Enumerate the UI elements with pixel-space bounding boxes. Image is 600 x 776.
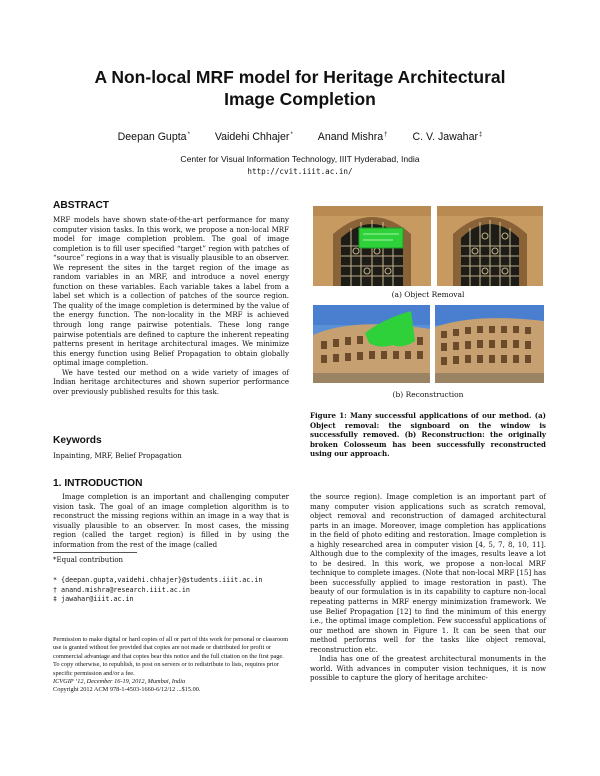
intro-paragraph: India has one of the greatest architectural monuments in the world. With advances in computer vision techniques, it is now possible to capture the glory of heritage architec- (310, 654, 546, 683)
email-mishra: † anand.mishra@research.iiit.ac.in (53, 585, 190, 594)
permission-text: Permission to make digital or hard copies of all or part of this work for personal or classroom use is granted without fee provided that copies are not made or distributed for profit or commercial advantage and that copies bear this notice and the full citation on the first page. To copy otherwise, to republish, to post on servers or to redistribute to lists, requires prior specific permission and/or a fee. (53, 636, 289, 677)
figure-image-reconstruction-input (313, 305, 430, 383)
footnote-rule (53, 552, 137, 553)
keywords-heading: Keywords (53, 435, 102, 446)
email-jawahar: ‡ jawahar@iiit.ac.in (53, 595, 134, 604)
author: Deepan Gupta* (117, 131, 190, 143)
figure-image-object-removal-output (437, 206, 543, 286)
keywords-text: Inpainting, MRF, Belief Propagation (53, 451, 182, 460)
abstract-body (53, 215, 289, 396)
introduction-body (53, 492, 289, 549)
introduction-body-continued (310, 492, 546, 683)
title-line-2: Image Completion (224, 89, 376, 109)
figure-caption: Figure 1: Many successful applications of our method. (a) Object removal: the signboard on the window is successfully removed. (b) Reconstruction: the originally broken Colosseum has been successfully reconstructed using our approach. (310, 411, 546, 459)
footnote-equal-contribution: *Equal contribution (53, 556, 124, 564)
abstract-paragraph: We have tested our method on a wide variety of images of Indian heritage architectures and shown superior performance over previously published results for this task. (53, 367, 289, 396)
author-list (40, 131, 560, 143)
affiliation: Center for Visual Information Technology, IIIT Hyderabad, India (180, 154, 420, 164)
permission-notice (53, 636, 289, 695)
affiliation-url[interactable]: http://cvit.iiit.ac.in/ (247, 167, 353, 176)
email-students: * {deepan.gupta,vaidehi.chhajer}@students.iiit.ac.in (53, 576, 263, 584)
figure-label-a: (a) Object Removal (391, 290, 465, 299)
intro-paragraph: Image completion is an important and challenging computer vision task. The goal of an image completion algorithm is to reconstruct the missing regions within an image in a way that is visually plausible to an observer. In most cases, the missing region (called the target region) is filled in by using the information from the rest of the image (called (53, 492, 289, 549)
figure-image-reconstruction-output (435, 305, 544, 383)
abstract-heading: ABSTRACT (53, 200, 110, 211)
abstract-paragraph: MRF models have shown state-of-the-art performance for many computer vision tasks. In this work, we propose a non-local MRF model for image completion problem. The goal of image completion is to fill user specified “target” region with patches of “source” regions in a way that is visually plausible to an observer. We represent the sites in the target region of the image as random variables in an MRF, and introduce a novel energy function on these variables. Each variable takes a label from a label set which is a collection of patches of the source region. The quality of the image completion is determined by the value of the energy function. The non-locality in the MRF is achieved through long range pairwise potentials. These long range pairwise potentials are defined to capture the inherent repeating patterns present in heritage architectural images. We minimize this energy function using Belief Propagation to obtain globally optimal image completion. (53, 215, 290, 368)
footnote-emails (53, 576, 289, 605)
paper-title (40, 66, 560, 110)
figure-label-b: (b) Reconstruction (392, 390, 464, 399)
figure-image-object-removal-input (313, 206, 431, 286)
intro-paragraph: the source region). Image completion is an important part of many computer vision applications such as scratch removal, object removal and reconstruction of damaged architectural parts in an image. Moreover, image completion has applications in the field of photo editing and restoration. Image completion is a highly researched area in computer vision [4, 5, 7, 8, 10, 11]. Although due to the complexity of the images, results leave a lot to be desired. In this work, we propose a non-local MRF technique to complete images. (Note that non-local MRF [15] has been successfully applied to image restoration in past). The beauty of our formulation is in its capability to capture non-local repeating patterns in MRF energy minimization framework. We use Belief Propagation [12] to find the minimum of this energy i.e., the optimal image completion. Few successful applications of our method are shown in Figure 1. It can be seen that our method performs well for the tasks like object removal, reconstruction etc. (310, 492, 546, 654)
copyright-line: Copyright 2012 ACM 978-1-4503-1660-6/12/12 ...$15.00. (53, 686, 201, 694)
introduction-heading: 1. INTRODUCTION (53, 478, 143, 489)
author: Anand Mishra† (317, 131, 388, 143)
author: Vaidehi Chhajer* (214, 131, 293, 143)
author: C. V. Jawahar‡ (412, 131, 483, 143)
title-line-1: A Non-local MRF model for Heritage Architectural (94, 67, 506, 87)
conference-venue: ICVGIP ’12, December 16-19, 2012, Mumbai, India (53, 678, 186, 686)
